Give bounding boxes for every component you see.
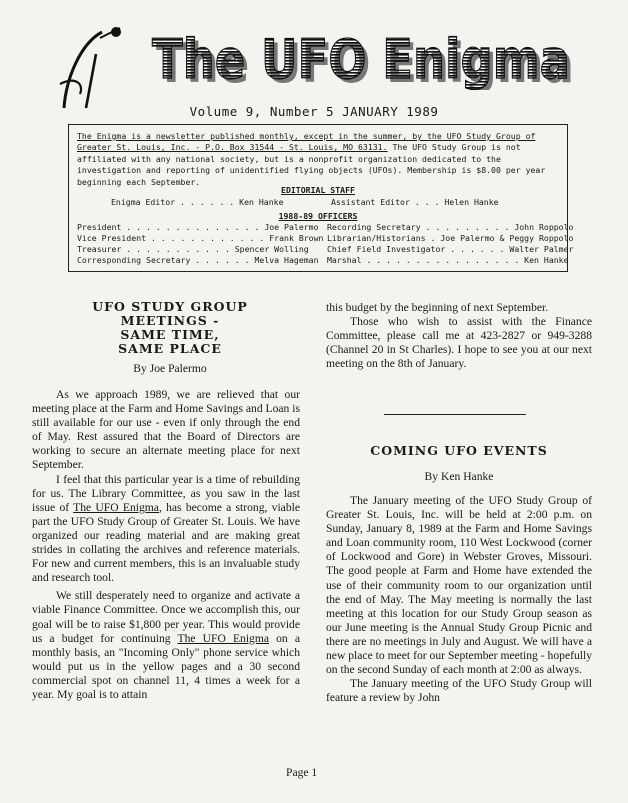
officer-row: Librarian/Historians . Joe Palermo & Peggy Roppolo xyxy=(327,233,574,243)
assistant-editor-line: Assistant Editor . . . Helen Hanke xyxy=(331,197,499,207)
masthead-title xyxy=(150,30,580,90)
officer-row: Corresponding Secretary . . . . . . Melva Hageman xyxy=(77,255,319,265)
officer-row: Chief Field Investigator . . . . . . Walter Palmer xyxy=(327,244,574,254)
page-number: Page 1 xyxy=(286,766,318,779)
paragraph: We still desperately need to organize and activate a viable Finance Committee. Once we accomplish this, our goal will be to raise $1,800 per year. This would provide us a budget for continuing The UFO Enigma on a monthly basis, an "Incoming Only" phone service which would put us in the yellow pages and a 30 second commercial spot on channel 11, 4 times a week for a year. My goal is to attain xyxy=(32,589,300,701)
section-divider xyxy=(384,414,526,415)
article-body-left-column xyxy=(32,388,300,702)
article-byline: By Joe Palermo xyxy=(133,362,207,375)
masthead-info-box xyxy=(68,124,574,272)
masthead-title-shadow: The UFO Enigma xyxy=(156,32,574,90)
paragraph: As we approach 1989, we are relieved that our meeting place at the Farm and Home Savings and Loan is still available for our use - even if only through the end of May. Rest assured that the Board of Directors are working to secure an alternate meeting place for next September. xyxy=(32,388,300,472)
officer-row: Recording Secretary . . . . . . . . . John Roppolo xyxy=(327,222,574,232)
article-byline: By Ken Hanke xyxy=(424,470,494,483)
paragraph: The January meeting of the UFO Study Group will feature a review by John xyxy=(326,677,592,705)
officer-row: Vice President . . . . . . . . . . . . Frank Brown xyxy=(77,233,324,243)
editor-line: Enigma Editor . . . . . . Ken Hanke xyxy=(111,197,284,207)
newsletter-title-reference: The UFO Enigma xyxy=(73,500,159,514)
paragraph: Those who wish to assist with the Finance Committee, please call me at 423-2827 or 949-3288 (Channel 20 in St Charles). I hope to see you at our next meeting on the 8th of January. xyxy=(326,315,592,371)
officers-heading: 1988-89 OFFICERS xyxy=(278,211,358,221)
article-title: UFO STUDY GROUP MEETINGS - SAME TIME, SAME PLACE xyxy=(92,299,248,356)
article-body-right-column xyxy=(326,301,592,371)
newsletter-description: The Enigma is a newsletter published monthly, except in the summer, by the UFO Study Group of Greater St. Louis, Inc. - P.O. Box 31544 - St. Louis, MO 63131. The UFO Study Group is not affiliated with any national society, but is a nonprofit organization dedicated to the investigation and reporting of unidentified flying objects (UFOs). Membership is $8.00 per year beginning each September. xyxy=(77,131,546,187)
officer-row: Marshal . . . . . . . . . . . . . . . . Ken Hanke xyxy=(327,255,569,265)
issue-line: Volume 9, Number 5 JANUARY 1989 xyxy=(189,104,439,119)
officer-row: Treasurer . . . . . . . . . . . Spencer Wolling xyxy=(77,244,309,254)
paragraph: The January meeting of the UFO Study Group of Greater St. Louis, Inc. will be held at 2:00 p.m. on Sunday, January 8, 1989 at the Farm and Home Savings and Loan community room, 110 West Lockwood (corner of Lockwood and Gore) in Webster Groves, Missouri. The good people at Farm and Home have extended the use of their community room to our organization until the end of May. The May meeting is normally the last meeting at this location for our Study Group season as our June meeting is the Annual Study Group Picnic and there are no meetings in July and August. We will have a new place to meet for our September meeting - hopefully on the second Sunday of each month at 2:00 as always. xyxy=(326,494,592,677)
article-body-right-column xyxy=(326,494,592,705)
paragraph: I feel that this particular year is a time of rebuilding for us. The Library Committee, as you saw in the last issue of The UFO Enigma, has become a strong, viable part the UFO Study Group of Greater St. Louis. We have organized our reading material and are making great strides in collating the archives and reference materials. For new and current members, this is an invaluable study and research tool. xyxy=(32,472,300,585)
paragraph: this budget by the beginning of next September. xyxy=(326,301,549,314)
ufo-antenna-logo xyxy=(56,24,126,110)
editorial-staff-heading: EDITORIAL STAFF xyxy=(281,185,355,195)
newsletter-title-reference: The UFO Enigma xyxy=(177,631,270,645)
article-title: COMING UFO EVENTS xyxy=(370,443,548,458)
officer-row: President . . . . . . . . . . . . . . Joe Palermo xyxy=(77,222,319,232)
masthead-title-text: The UFO Enigma xyxy=(152,30,570,90)
